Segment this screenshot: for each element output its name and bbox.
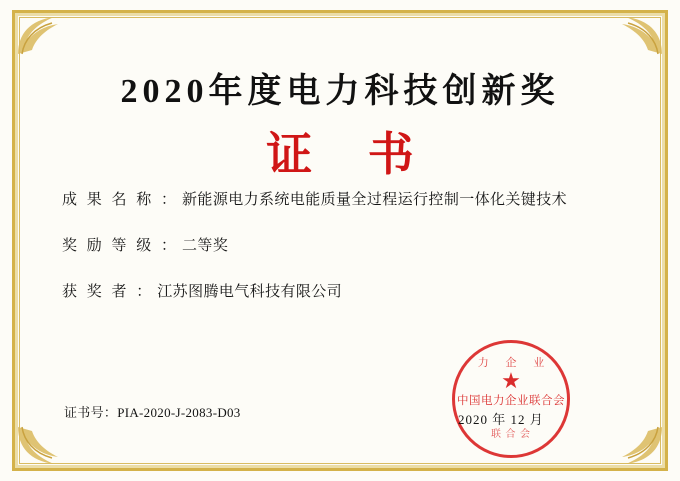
field-value: 二等奖 [182, 238, 229, 254]
certificate-subtitle: 证 书 [266, 129, 436, 180]
field-label: 奖 励 等 级 ： [62, 238, 180, 254]
seal-organization-text: 中国电力企业联合会 [457, 395, 565, 407]
field-label: 成 果 名 称 ： [62, 192, 180, 208]
certificate-serial-number: 证书号：PIA-2020-J-2083-D03 [64, 405, 241, 420]
field-row-achievement-name [62, 188, 632, 209]
field-row-recipient [62, 280, 632, 301]
field-value: 新能源电力系统电能质量全过程运行控制一体化关键技术 [182, 192, 568, 208]
certificate-fields [62, 188, 632, 326]
star-icon: ★ [501, 368, 521, 393]
certificate-issue-date: 2020 年 12 月 [458, 412, 544, 427]
certificate-title: 2020年度电力科技创新奖 [120, 73, 560, 110]
field-value: 江苏图腾电气科技有限公司 [157, 284, 343, 300]
seal-arc-text: 力 企 业 [477, 357, 552, 369]
field-row-award-level [62, 234, 632, 255]
field-label: 获 奖 者 ： [62, 284, 155, 300]
seal-bottom-text: 联 合 会 [491, 429, 531, 440]
official-seal [452, 340, 570, 458]
